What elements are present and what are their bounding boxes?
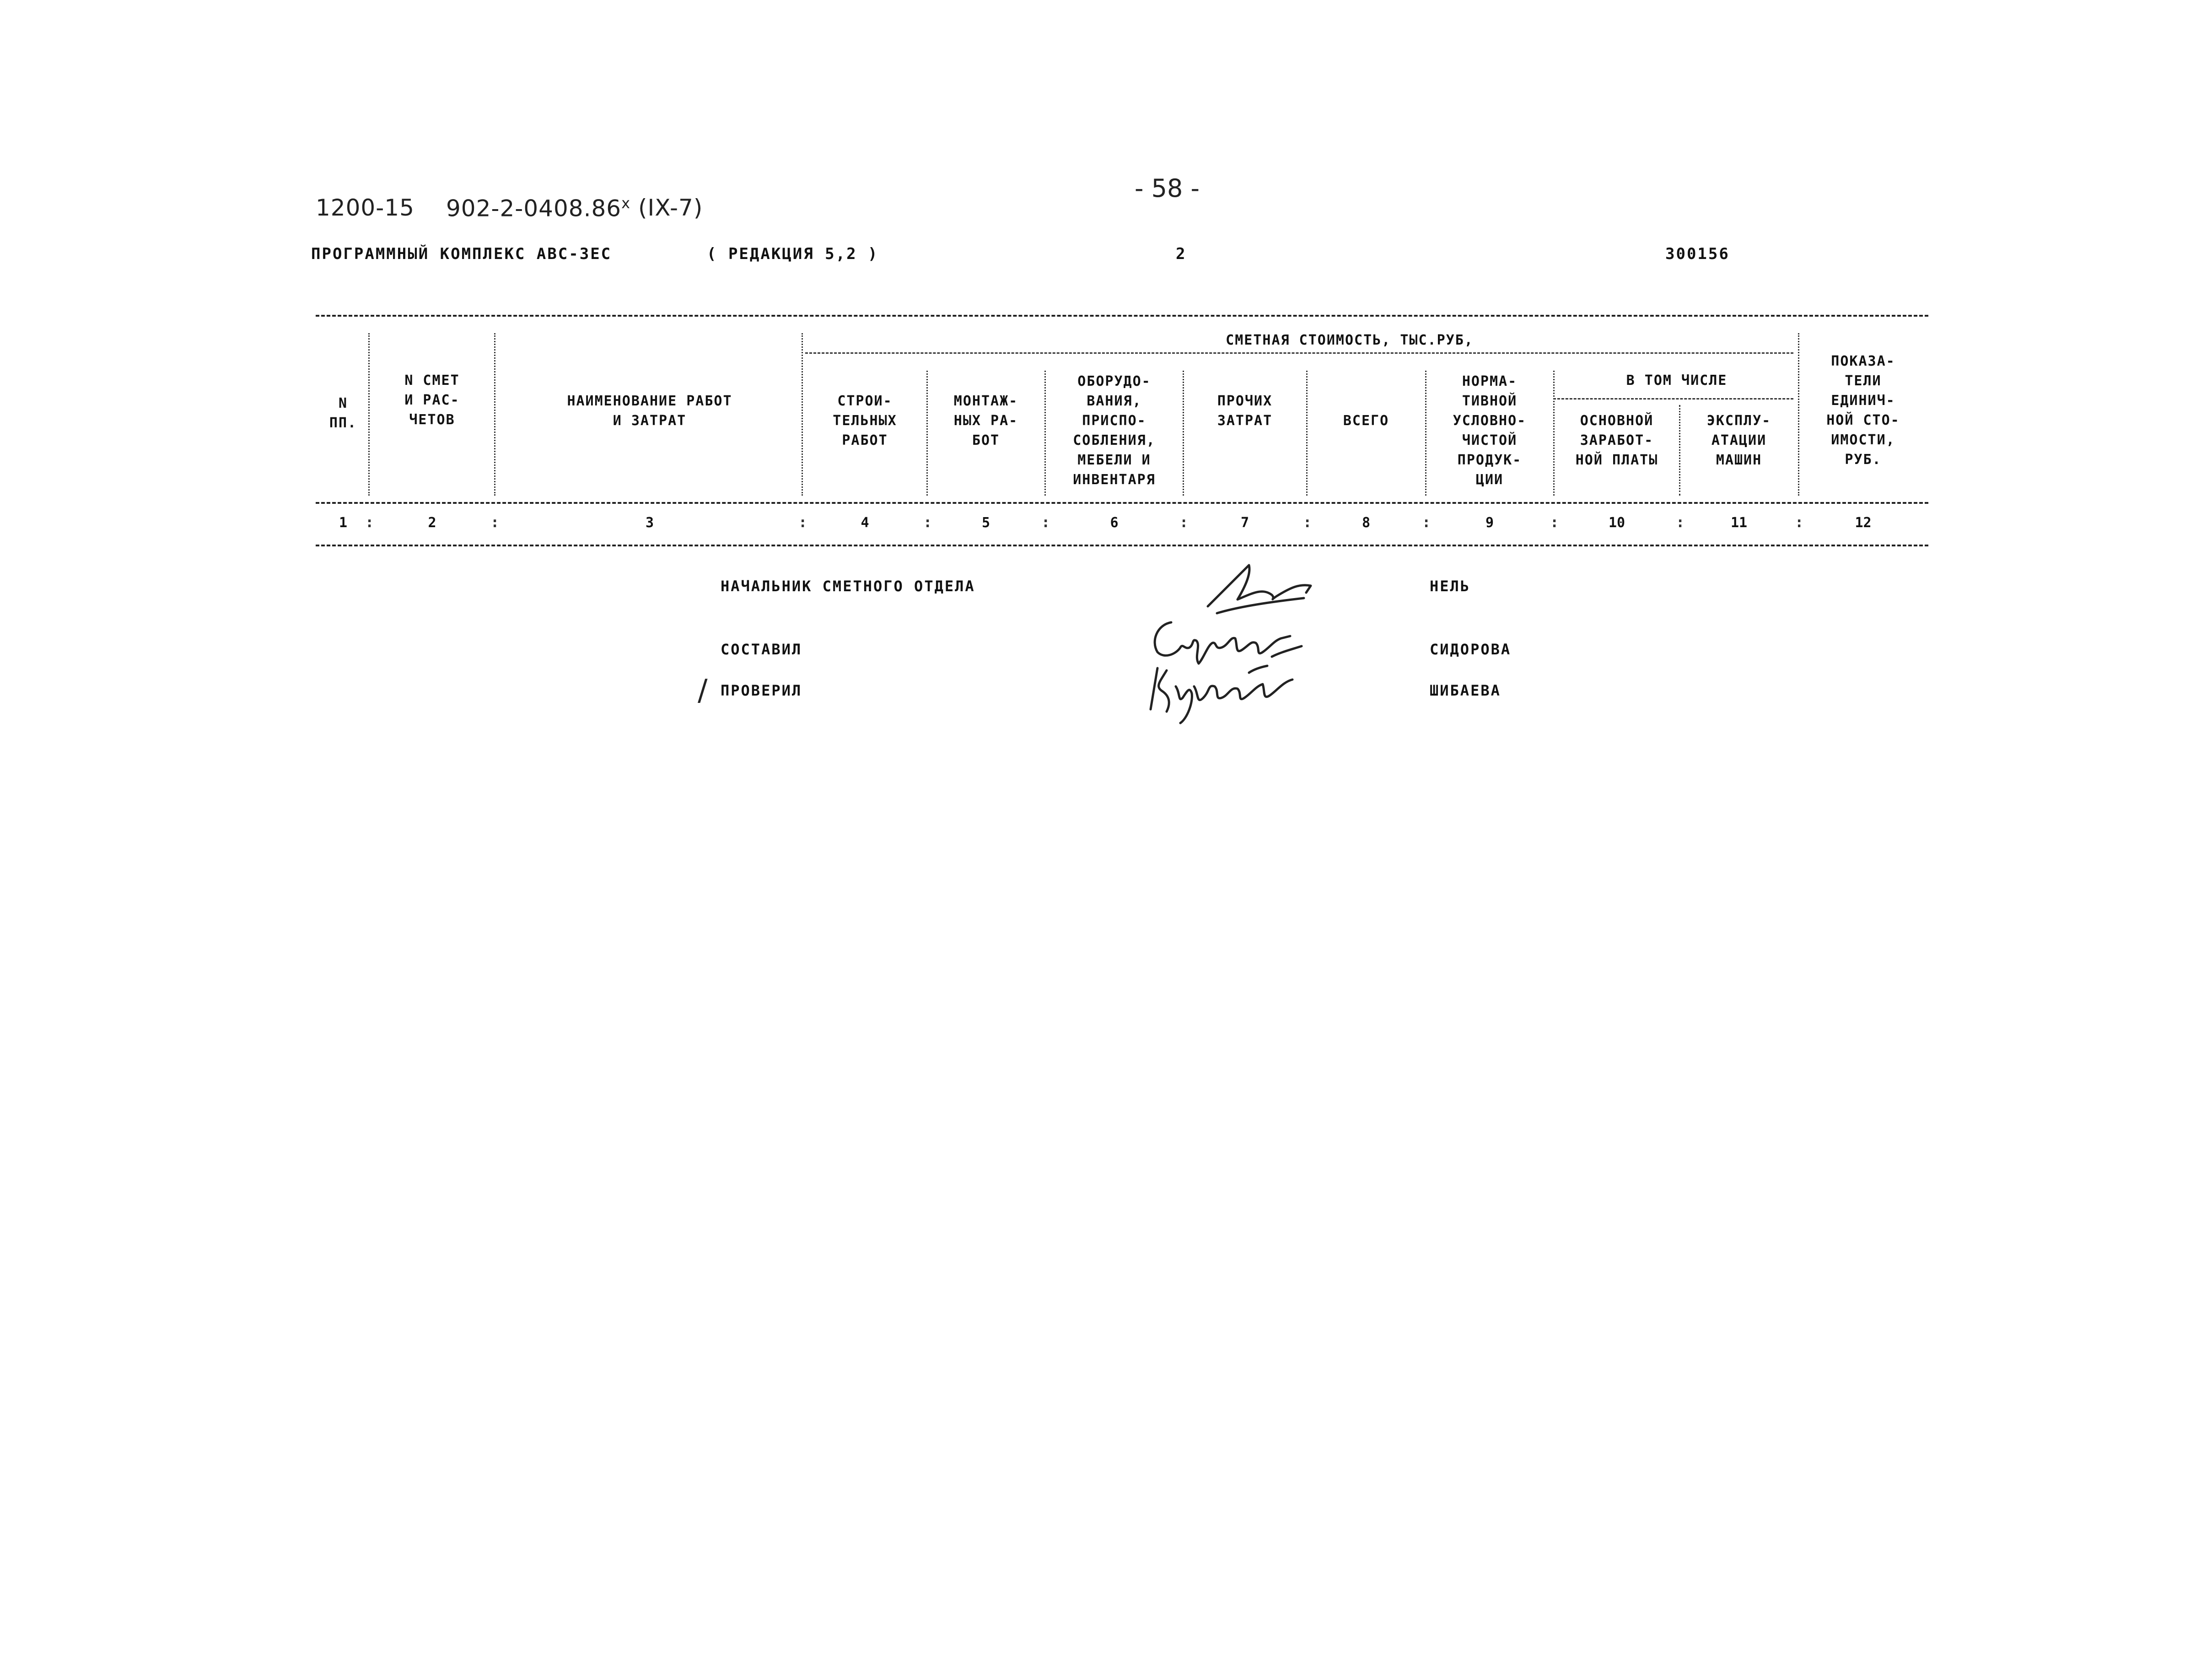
separator [926, 371, 928, 496]
separator [1679, 405, 1680, 496]
subgroup-divider [1553, 398, 1793, 399]
separator: : [365, 513, 374, 531]
separator: : [1041, 513, 1050, 531]
header-bottom-rule [316, 502, 1928, 504]
separator: : [923, 513, 932, 531]
separator [1425, 371, 1426, 496]
sheet-number: 2 [1176, 245, 1187, 263]
col-number-8: 8 [1362, 515, 1371, 531]
col-number-3: 3 [645, 515, 654, 531]
name-checked-by: ШИБАЕВА [1430, 682, 1501, 699]
series-mark: x [621, 194, 631, 212]
col-header-3: НАИМЕНОВАНИЕ РАБОТ И ЗАТРАТ [567, 393, 732, 429]
col-number-11: 11 [1730, 515, 1748, 531]
name-head-of-estimates: НЕЛЬ [1430, 578, 1471, 595]
separator [1798, 333, 1799, 496]
col-header-2: N СМЕТ И РАС- ЧЕТОВ [404, 372, 460, 428]
col-header-6: ОБОРУДО- ВАНИЯ, ПРИСПО- СОБЛЕНИЯ, МЕБЕЛИ И ИНВЕНТАРЯ [1073, 373, 1156, 488]
name-compiled-by: СИДОРОВА [1430, 641, 1512, 658]
col-number-5: 5 [981, 515, 990, 531]
role-head-of-estimates: НАЧАЛЬНИК СМЕТНОГО ОТДЕЛА [721, 578, 975, 595]
program-code: 300156 [1665, 245, 1730, 263]
separator: : [1179, 513, 1189, 531]
col-header-8: ВСЕГО [1343, 413, 1389, 429]
col-number-7: 7 [1240, 515, 1249, 531]
separator [802, 333, 803, 496]
group-header-cost: СМЕТНАЯ СТОИМОСТЬ, ТЫС.РУБ, [1226, 332, 1474, 348]
col-header-7: ПРОЧИХ ЗАТРАТ [1217, 393, 1273, 429]
separator: : [490, 513, 500, 531]
separator: : [1303, 513, 1312, 531]
separator [494, 333, 495, 496]
col-header-12: ПОКАЗА- ТЕЛИ ЕДИНИЧ- НОЙ СТО- ИМОСТИ, РУБ. [1826, 353, 1900, 468]
col-number-1: 1 [339, 515, 348, 531]
col-header-4: СТРОИ- ТЕЛЬНЫХ РАБОТ [833, 393, 897, 448]
separator [1044, 371, 1046, 496]
handwritten-slash-mark: / [698, 674, 708, 707]
col-number-4: 4 [861, 515, 869, 531]
col-number-10: 10 [1608, 515, 1625, 531]
separator [1553, 371, 1555, 496]
series-number: 902-2-0408.86 [446, 195, 622, 222]
separator: : [798, 513, 807, 531]
separator [1306, 371, 1308, 496]
col-number-2: 2 [428, 515, 436, 531]
doc-code: 1200-15 [316, 194, 414, 221]
separator: : [1550, 513, 1559, 531]
col-number-9: 9 [1485, 515, 1494, 531]
program-edition: ( РЕДАКЦИЯ 5,2 ) [707, 245, 879, 263]
col-number-12: 12 [1855, 515, 1872, 531]
role-compiled-by: СОСТАВИЛ [721, 641, 802, 658]
group-divider [805, 352, 1793, 354]
separator: : [1422, 513, 1431, 531]
subgroup-header: В ТОМ ЧИСЛЕ [1626, 372, 1728, 389]
separator [1183, 371, 1184, 496]
series-code [446, 194, 630, 222]
separator: : [1676, 513, 1685, 531]
volume-label: (IX-7) [638, 194, 703, 221]
separator [368, 333, 370, 496]
col-number-6: 6 [1110, 515, 1119, 531]
separator: : [1795, 513, 1804, 531]
signature-checked [1135, 659, 1308, 728]
table-top-rule [316, 315, 1928, 317]
col-header-9: НОРМА- ТИВНОЙ УСЛОВНО- ЧИСТОЙ ПРОДУК- ЦИИ [1453, 373, 1527, 488]
program-title: ПРОГРАММНЫЙ КОМПЛЕКС АВС-ЗЕС [311, 245, 612, 263]
col-header-1: N ПП. [329, 395, 357, 431]
col-header-11: ЭКСПЛУ- АТАЦИИ МАШИН [1706, 413, 1771, 468]
col-header-10: ОСНОВНОЙ ЗАРАБОТ- НОЙ ПЛАТЫ [1575, 413, 1658, 468]
col-header-5: МОНТАЖ- НЫХ РА- БОТ [953, 393, 1018, 448]
page-number: - 58 - [1135, 174, 1200, 203]
role-checked-by: ПРОВЕРИЛ [721, 682, 802, 699]
table-bottom-rule [316, 545, 1928, 546]
